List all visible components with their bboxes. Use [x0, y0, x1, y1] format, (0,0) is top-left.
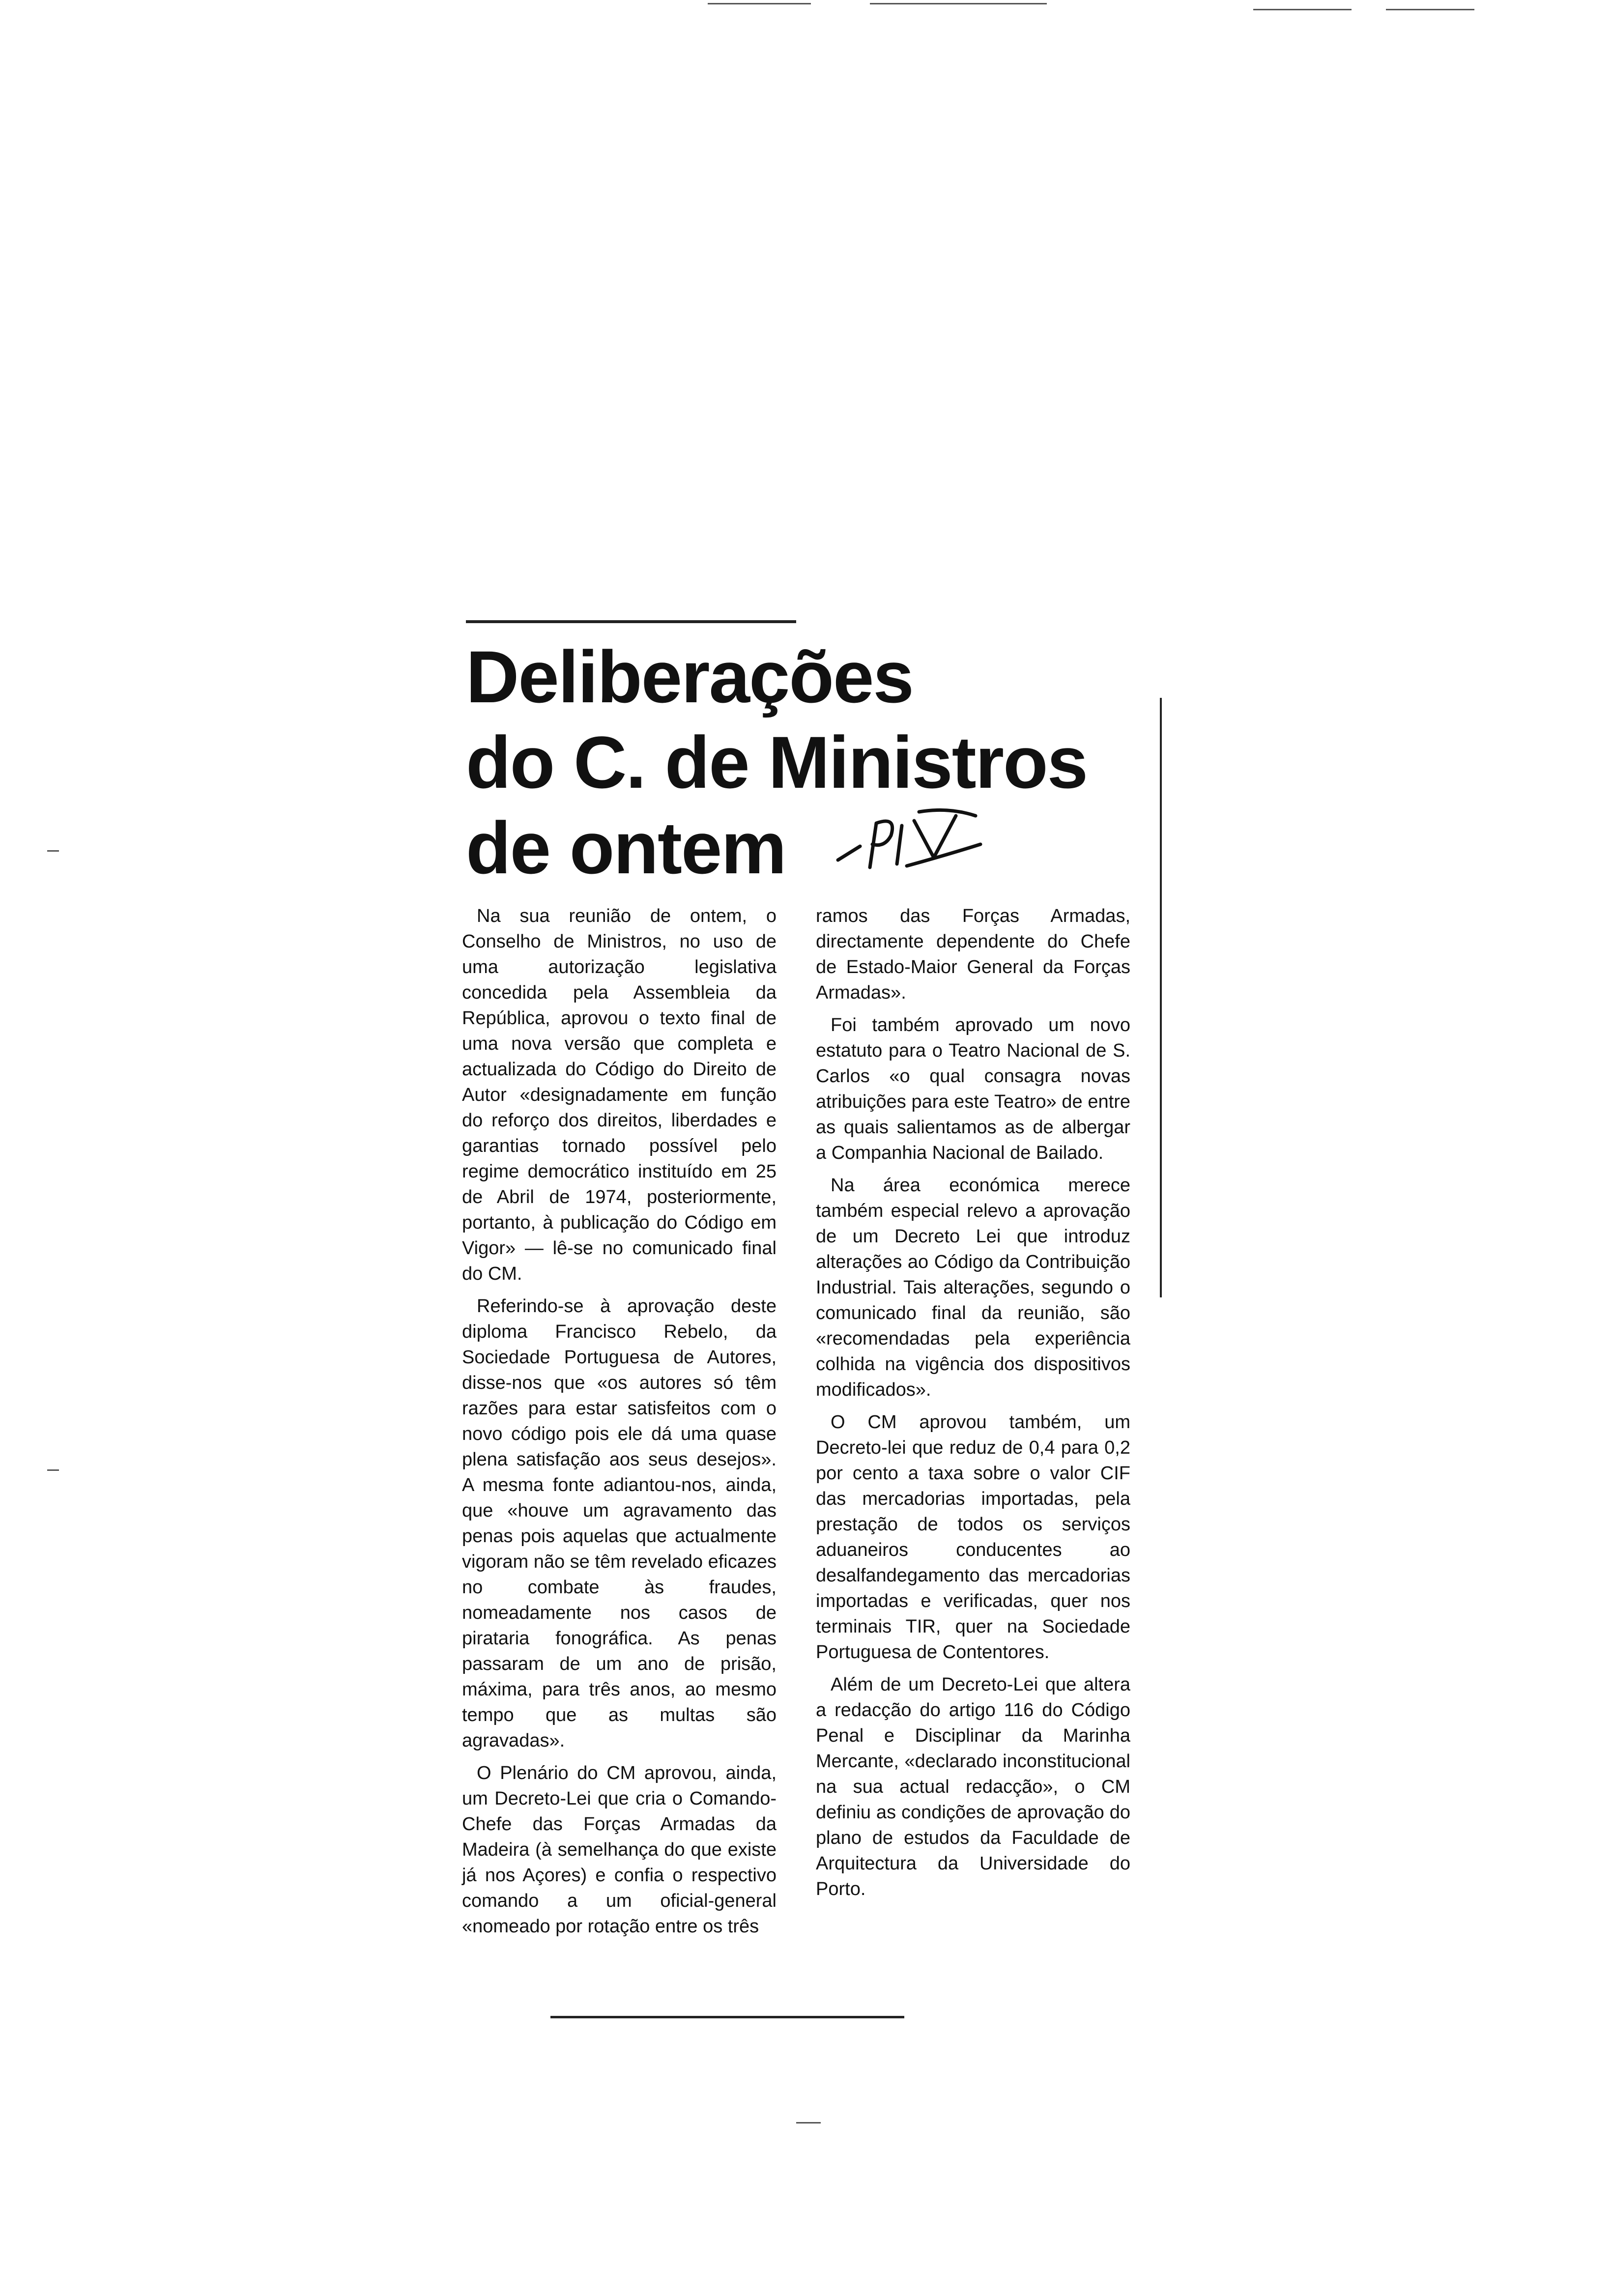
headline-top-rule	[466, 620, 796, 623]
article-bottom-rule	[550, 2016, 904, 2018]
scan-artifact	[1386, 9, 1474, 10]
left-paragraph: Referindo-se à aprovação deste diploma Francisco Rebelo, da Sociedade Portuguesa de Autores, disse-nos que «os autores só têm razões para estar satisfeitos com o novo código pois ele dá uma quase plena satisfação aos seus desejos». A mesma fonte adiantou-nos, ainda, que «houve um agravamento das penas pois aquelas que actualmente vigoram não se têm revelado eficazes no combate às fraudes, nomeadamente nos casos de pirataria fonográfica. As penas passaram de um ano de prisão, máxima, para três anos, ao mesmo tempo que as multas são agravadas».	[462, 1296, 777, 1751]
left-paragraph: O Plenário do CM aprovou, ainda, um Decreto-Lei que cria o Comando-Chefe das Forças Armadas da Madeira (à semelhança do que existe já nos Açores) e confia o respectivo comando a um oficial-general «nomeado por rotação entre os três	[462, 1763, 777, 1937]
headline-line-1: Deliberações	[466, 635, 913, 718]
scan-artifact	[47, 1469, 59, 1471]
right-paragraph: Além de um Decreto-Lei que altera a redacção do artigo 116 do Código Penal e Disciplinar da Marinha Mercante, «declarado inconstitucional na sua actual redacção», o CM definiu as condições de aprovação do plano de estudos da Faculdade de Arquitectura da Universidade do Porto.	[816, 1674, 1130, 1899]
right-column-rule	[1160, 698, 1162, 1297]
right-paragraph: Na área económica merece também especial relevo a aprovação de um Decreto Lei que introduz alterações ao Código da Contribuição Industrial. Tais alterações, segundo o comunicado final da reunião, são «recomendadas pela experiência colhida na vigência dos dispositivos modificados».	[816, 1175, 1130, 1400]
scan-artifact	[1253, 9, 1352, 10]
handwritten-annotation	[833, 806, 995, 875]
right-paragraph: Foi também aprovado um novo estatuto para o Teatro Nacional de S. Carlos «o qual consagra novas atribuições para este Teatro» de entre as quais salientamos as de albergar a Companhia Nacional de Bailado.	[816, 1015, 1130, 1163]
scan-artifact	[708, 3, 811, 4]
scan-artifact	[796, 2122, 821, 2124]
right-paragraph: O CM aprovou também, um Decreto-lei que reduz de 0,4 para 0,2 por cento a taxa sobre o valor CIF das mercadorias importadas, pela prestação de todos os serviços aduaneiros conducentes ao desalfandegamento das mercadorias importadas e verificadas, quer nos terminais TIR, quer na Sociedade Portuguesa de Contentores.	[816, 1412, 1130, 1663]
headline-line-3: de ontem	[466, 806, 786, 889]
left-paragraph: Na sua reunião de ontem, o Conselho de Ministros, no uso de uma autorização legislativa concedida pela Assembleia da República, aprovou o texto final de uma nova versão que completa e actualizada do Código do Direito de Autor «designadamente em função do reforço dos direitos, liberdades e garantias tornado possível pelo regime democrático instituído em 25 de Abril de 1974, posteriormente, portanto, à publicação do Código em Vigor» — lê-se no comunicado final do CM.	[462, 906, 777, 1284]
scan-artifact	[870, 3, 1047, 4]
headline-line-2: do C. de Ministros	[466, 721, 1088, 804]
article-headline	[466, 634, 1154, 890]
right-paragraph: ramos das Forças Armadas, directamente dependente do Chefe de Estado-Maior General da Forças Armadas».	[816, 906, 1130, 1003]
scan-artifact	[47, 850, 59, 852]
article-column-right	[816, 903, 1130, 1909]
article-column-left	[462, 903, 777, 1946]
